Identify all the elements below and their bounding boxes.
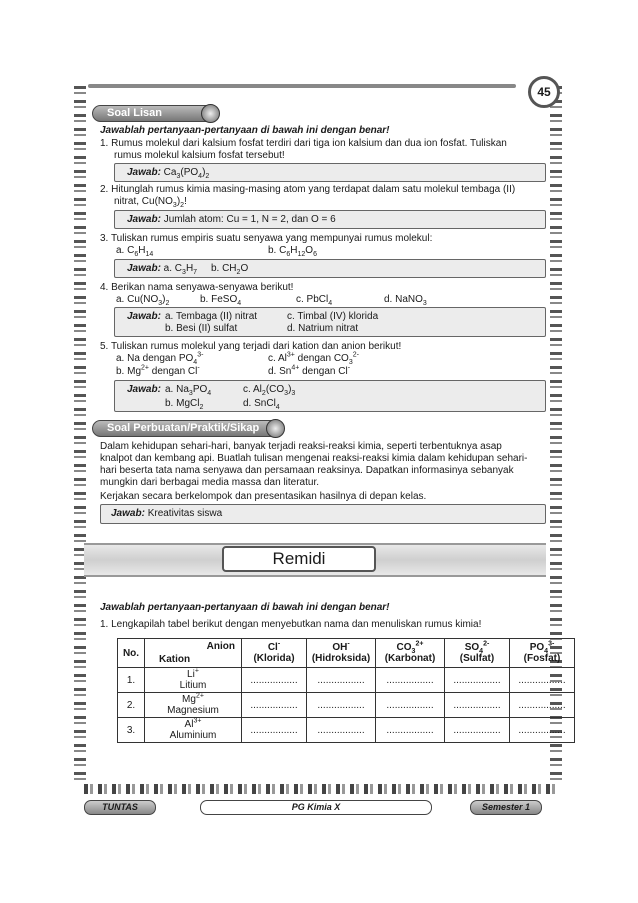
q4-answer-c: c. Timbal (IV) klorida xyxy=(287,311,379,322)
table-row: 3. $Al^{3+}$ Aluminium ................. ................. ................. ................. ................. xyxy=(118,718,575,743)
footer-tuntas: TUNTAS xyxy=(84,800,156,815)
answer-box-1: Jawab: $Ca_3(PO_4)_2$ xyxy=(114,163,546,182)
page-number: 45 xyxy=(528,76,560,108)
bottom-ornament-border xyxy=(84,784,560,794)
question-1-line-2: rumus molekul kalsium fosfat tersebut! xyxy=(114,150,285,161)
q5-answer-b: b. MgCl$_2$ xyxy=(165,398,204,411)
knob-icon xyxy=(201,104,220,123)
question-5: 5. Tuliskan rumus molekul yang terjadi dari kation dan anion berikut! xyxy=(100,341,402,352)
answer-box-5: Jawab: a. $Na_3PO_4$ b. MgCl$_2$ c. $Al_2(CO_3)_3$ d. SnCl$_4$ xyxy=(114,380,546,412)
q5-answer-d: d. SnCl$_4$ xyxy=(243,398,280,411)
question-2-line-2: nitrat, $Cu(NO_3)_2$! xyxy=(114,196,187,209)
question-2-line-1: 2. Hitunglah rumus kimia masing-masing atom yang terdapat dalam satu molekul tembaga (II) xyxy=(100,184,516,195)
q4-option-c: c. PbCl$_4$ xyxy=(296,294,333,307)
header-klorida: Cl- (Klorida) xyxy=(242,639,307,668)
praktik-line-3: hari beserta tata nama senyawa dan persamaan reaksinya. Dapatkan informasinya sebanyak xyxy=(100,465,514,476)
question-3: 3. Tuliskan rumus empiris suatu senyawa yang mempunyai rumus molekul: xyxy=(100,233,433,244)
answer-box-praktik: Jawab: Kreativitas siswa xyxy=(100,504,546,524)
answer-text: Kreativitas siswa xyxy=(147,508,223,519)
header-no: No. xyxy=(118,639,145,668)
table-row: 1. Li+ Litium ................. ................. ................. ................. ................. xyxy=(118,668,575,693)
header-fosfat: $PO_4^{3-}$ (Fosfat) xyxy=(510,639,575,668)
question-4: 4. Berikan nama senyawa-senyawa berikut! xyxy=(100,282,294,293)
section-title: Soal Perbuatan/Praktik/Sikap xyxy=(107,422,260,434)
section-pill-soal-praktik xyxy=(92,420,283,437)
q5-answer-a: a. $Na_3PO_4$ xyxy=(165,384,212,397)
answer-text: Jumlah atom: Cu = 1, N = 2, dan O = 6 xyxy=(163,214,336,225)
q4-answer-d: d. Natrium nitrat xyxy=(287,323,359,334)
praktik-line-5: Kerjakan secara berkelompok dan presentasikan hasilnya di depan kelas. xyxy=(100,491,427,502)
question-1-line-1: 1. Rumus molekul dari kalsium fosfat terdiri dari tiga ion kalsium dan dua ion fosfat. Tuliskan xyxy=(100,138,507,149)
q5-option-d: d. $Sn^{4+}$ dengan Cl- xyxy=(268,364,351,377)
header-hidroksida: OH- (Hidroksida) xyxy=(307,639,376,668)
q4-option-d: d. NaNO$_3$ xyxy=(384,294,427,307)
answer-box-4: Jawab: a. Tembaga (II) nitrat b. Besi (II) sulfat c. Timbal (IV) klorida d. Natrium nitrat xyxy=(114,307,546,337)
header-sulfat: $SO_4^{2-}$ (Sulfat) xyxy=(445,639,510,668)
q5-option-a: a. Na dengan $PO_4^{3-}$ xyxy=(116,351,204,366)
footer-semester: Semester 1 xyxy=(470,800,542,815)
remidi-title: Remidi xyxy=(222,546,376,572)
q4-option-b: b. FeSO$_4$ xyxy=(200,294,242,307)
q4-options: a. $Cu(NO_3)_2$ xyxy=(116,294,170,307)
instruction: Jawablah pertanyaan-pertanyaan di bawah ini dengan benar! xyxy=(100,125,390,136)
section-title: Soal Lisan xyxy=(107,107,163,119)
left-ornament-border xyxy=(74,86,86,786)
footer-book-title: PG Kimia X xyxy=(200,800,432,815)
table-row: 2. $Mg^{2+}$ Magnesium ................. ................. ................. ................. ................. xyxy=(118,693,575,718)
remidi-question-1: 1. Lengkapilah tabel berikut dengan menyebutkan nama dan menuliskan rumus kimia! xyxy=(100,619,482,630)
q5-answer-c: c. $Al_2(CO_3)_3$ xyxy=(243,384,296,397)
header-anion-kation: Anion Kation xyxy=(145,639,242,668)
section-pill-soal-lisan xyxy=(92,105,218,122)
praktik-line-2: knalpot dan kembang api. Buatlah tulisan mengenai reaksi-reaksi kimia dalam kehidupan sehari- xyxy=(100,453,528,464)
answer-label: Jawab: xyxy=(127,167,161,178)
q5-option-b: b. $Mg^{2+}$ dengan Cl- xyxy=(116,364,200,377)
q4-answer-b: b. Besi (II) sulfat xyxy=(165,323,238,334)
answer-box-2: Jawab: Jumlah atom: Cu = 1, N = 2, dan O = 6 xyxy=(114,210,546,229)
q3-option-a: a. $C_6H_{14}$ xyxy=(116,245,154,258)
knob-icon xyxy=(266,419,285,438)
praktik-line-4: mungkin dari berbagai media massa dan literatur. xyxy=(100,477,320,488)
q3-option-b: b. $C_6H_{12}O_6$ xyxy=(268,245,317,258)
answer-box-3: Jawab: a. $C_3H_7$ b. $CH_2O$ xyxy=(114,259,546,278)
remidi-table xyxy=(117,638,575,743)
header-karbonat: $CO_3^{2+}$ (Karbonat) xyxy=(376,639,445,668)
q4-answer-a: a. Tembaga (II) nitrat xyxy=(165,311,258,322)
praktik-line-1: Dalam kehidupan sehari-hari, banyak terjadi reaksi-reaksi kimia, seperti terbentuknya asap xyxy=(100,441,502,452)
remidi-instruction: Jawablah pertanyaan-pertanyaan di bawah ini dengan benar! xyxy=(100,602,390,613)
top-bar xyxy=(88,84,516,88)
q5-option-c: c. $Al^{3+}$ dengan $CO_3^{2-}$ xyxy=(268,351,359,366)
